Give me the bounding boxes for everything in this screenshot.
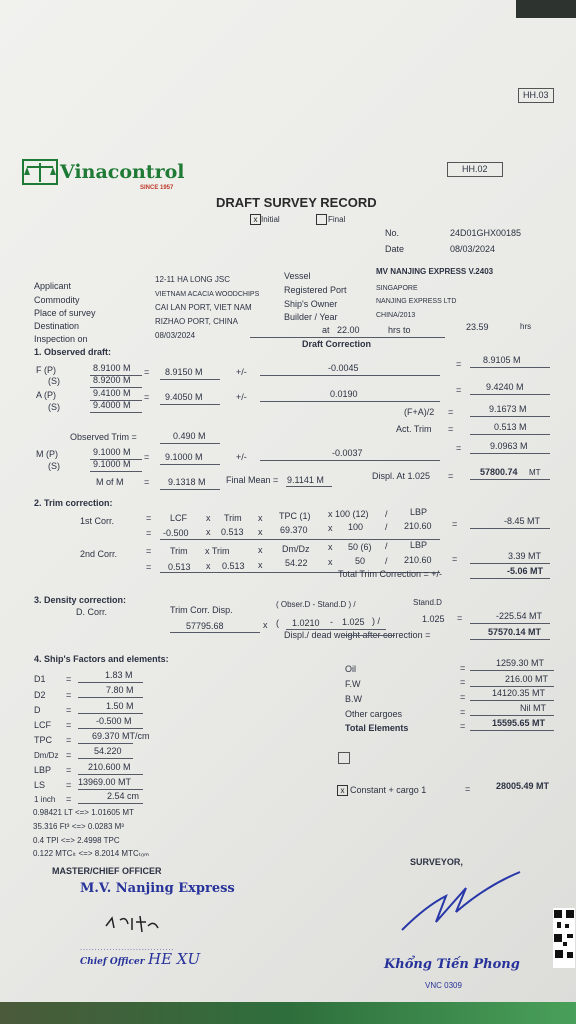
act-trim-value: 0.513 M [494, 422, 527, 432]
mom-label: M of M [96, 477, 124, 487]
total-elements-value: 15595.65 MT [492, 718, 546, 728]
f-average: 8.9150 M [165, 367, 203, 377]
owner-label: Ship's Owner [284, 299, 338, 309]
logo-name: Vinacontrol [60, 161, 185, 183]
second-corr-label: 2nd Corr. [80, 549, 118, 559]
observed-density: 1.0210 [292, 618, 320, 628]
factor-lcf: -0.500 M [96, 716, 132, 726]
first-corr-value: -8.45 MT [504, 516, 541, 526]
fs-value: 8.9200 M [93, 375, 131, 385]
conversion-3: 0.4 TPI <=> 2.4998 TPC [33, 836, 120, 845]
f-correction: -0.0045 [328, 363, 359, 373]
owner-value: NANJING EXPRESS LTD [376, 298, 457, 305]
factor-lbp: 210.600 M [88, 762, 131, 772]
document-page: HH.03 HH.02 Vinacontrol SINCE 1957 DRAFT SURVEY RECORD x Initial Final No. 24D01GHX00185 Date 08/03/2024 Applicant Commodity Place of survey Destination Inspection on 12-11 HA LONG JSC VIETNAM ACACIA WOODCHIPS CAI LAN PORT, VIET NAM RIZHAO PORT, CHINA 08/03/2024 Vessel Registered Port Ship's Owner Builder / Year MV NANJING EXPRESS V.2403 SINGAPORE NANJING EXPRESS LTD CHINA/2013 at 22.00 hrs to 23.59 hrs 1. Observed draft: Draft Correction F (P) (S) 8.9100 M 8.9200 M = 8.9150 M +/- -0.0045 = 8.9105 M A (P) (S) 9.4100 M 9.4000 M = 9.4050 M +/- 0.0190 = 9.4240 M (F+A)/2 = 9.1673 M Act. Trim = 0.513 M Observed Trim = 0.490 M M (P) (S) 9.1000 M 9.1000 M = 9.1000 M +/- -0.0037 = 9.0963 M M of M = 9.1318 M Final Mean = 9.1141 M Displ. At 1.025 = 57800.74 MT 2. Trim correction: 1st Corr. 2nd Corr. = LCF x Trim x TPC (1) x 100 (12) / LBP = -0.500 x 0.513 x 69.370 x 100 / 210.60 = -8.45 MT = Trim x Trim x Dm/Dz x 50 (6) / LBP = 0.513 x 0.513 x 54.22 x 50 / 210.60 = 3.39 MT Total Trim Correction = +/- -5.06 MT 3. Density correction: D. Corr. Trim Corr. Disp. 57795.68 x ( Obser.D - Stand.D ) / Stand.D ( 1.0210 - 1.025 ) / 1.025 = -225.54 MT Displ./ dead weight after correction = 57570.14 MT 4. Ship's Factors and elements: D1 = 1.83 M D2 = 7.80 M D = 1.50 M LCF = -0.500 M TPC = 69.370 MT/cm Dm/Dz = 54.220 LBP = 210.600 M LS = 13969.00 MT 1 inch = 2.54 cm 0.98421 LT <=> 1.01605 MT 35.316 Ft³ <=> 0.0283 M³ 0.4 TPI <=> 2.4998 TPC 0.122 MTCₗₜ <=> 8.2014 MTCₜₒₘ Oil = 1259.30 MT F.W = 216.00 MT B.W = 14120.35 MT Other cargoes = Nil MT Total Elements = 15595.65 MT x Constant + cargo 1 = 28005.49 MT MASTER/CHIEF OFFICER M.V. Nanjing Express ................................ Chief Officer HE XU SURVEYOR, Khổng Tiến Phong VNC 0309 [0, 0, 576, 1024]
total-elements-label: Total Elements [345, 723, 409, 733]
factors-heading: 4. Ship's Factors and elements: [34, 654, 169, 664]
ms-label: (S) [48, 461, 60, 471]
conversion-2: 35.316 Ft³ <=> 0.0283 M³ [33, 822, 124, 831]
vessel-value: MV NANJING EXPRESS V.2403 [376, 267, 494, 276]
m-average: 9.1000 M [165, 452, 203, 462]
conversion-4: 0.122 MTCₗₜ <=> 8.2014 MTCₜₒₘ [33, 849, 150, 858]
factor-inch: 2.54 cm [107, 791, 140, 801]
displ-value: 57800.74 [480, 467, 518, 477]
ap-label: A (P) [36, 390, 57, 400]
factor-d2: 7.80 M [106, 685, 134, 695]
second-corr-value: 3.39 MT [508, 551, 542, 561]
date-value: 08/03/2024 [450, 244, 496, 254]
ship-stamp: M.V. Nanjing Express [80, 881, 235, 896]
commodity-label: Commodity [34, 295, 80, 305]
factor-tpc: 69.370 MT/cm [92, 731, 150, 741]
document-title: DRAFT SURVEY RECORD [216, 195, 377, 210]
builder-label: Builder / Year [284, 312, 338, 322]
m-correction: -0.0037 [332, 448, 363, 458]
surveyor-name: Khổng Tiến Phong [384, 957, 520, 972]
constant-value: 28005.49 MT [496, 781, 550, 791]
place-label: Place of survey [34, 308, 96, 318]
fs-label: (S) [48, 376, 60, 386]
mp-value: 9.1000 M [93, 447, 131, 457]
a-result: 9.4240 M [486, 382, 524, 392]
mp-label: M (P) [36, 449, 58, 459]
after-correction-value: 57570.14 MT [488, 627, 542, 637]
displ-unit: MT [529, 468, 541, 477]
no-value: 24D01GHX00185 [450, 228, 522, 238]
as-value: 9.4000 M [93, 400, 131, 410]
applicant-value: 12-11 HA LONG JSC [155, 275, 230, 284]
form-code-hh02: HH.02 [447, 162, 503, 177]
logo-since: SINCE 1957 [140, 185, 174, 191]
factor-d1: 1.83 M [105, 670, 133, 680]
date-label: Date [385, 244, 405, 254]
fa-label: (F+A)/2 [404, 407, 435, 417]
f-result: 8.9105 M [483, 355, 521, 365]
element-fw: 216.00 MT [505, 674, 549, 684]
commodity-value: VIETNAM ACACIA WOODCHIPS [155, 291, 260, 298]
inspection-label: Inspection on [34, 334, 88, 344]
background-bottom [0, 1002, 576, 1024]
density-corr-value: -225.54 MT [496, 611, 543, 621]
element-other: Nil MT [520, 703, 546, 713]
draft-correction-label: Draft Correction [302, 339, 372, 349]
scale-icon [20, 158, 60, 186]
inspection-value: 08/03/2024 [155, 331, 196, 340]
fp-value: 8.9100 M [93, 363, 131, 373]
trim-heading: 2. Trim correction: [34, 498, 113, 508]
d-corr-label: D. Corr. [76, 607, 108, 617]
fa-value: 9.1673 M [489, 404, 527, 414]
observed-trim-value: 0.490 M [173, 431, 206, 441]
form-code-hh03: HH.03 [518, 88, 554, 103]
conversion-1: 0.98421 LT <=> 1.01605 MT [33, 808, 134, 817]
builder-value: CHINA/2013 [376, 312, 416, 319]
act-trim-label: Act. Trim [396, 424, 432, 434]
port-value: SINGAPORE [376, 285, 418, 292]
constant-checkbox[interactable]: x [337, 785, 348, 796]
as-label: (S) [48, 402, 60, 412]
initial-checkbox[interactable]: x [250, 214, 261, 225]
observed-heading: 1. Observed draft: [34, 347, 112, 357]
displ-label: Displ. At 1.025 [372, 471, 431, 481]
factor-ls: 13969.00 MT [78, 777, 132, 787]
vinacontrol-logo [20, 158, 185, 191]
to-value: 23.59 [466, 322, 489, 332]
density-formula: ( Obser.D - Stand.D ) / [276, 600, 356, 609]
observed-trim-label: Observed Trim = [70, 432, 137, 442]
ms-value: 9.1000 M [93, 459, 131, 469]
place-value: CAI LAN PORT, VIET NAM [155, 303, 252, 312]
final-checkbox[interactable] [316, 214, 327, 225]
final-label: Final [328, 215, 346, 224]
master-label: MASTER/CHIEF OFFICER [52, 866, 162, 876]
applicant-label: Applicant [34, 281, 72, 291]
standard-density: 1.025 [342, 617, 365, 627]
surveyor-code: VNC 0309 [425, 981, 462, 990]
master-signature [102, 912, 162, 941]
total-trim-value: -5.06 MT [507, 566, 544, 576]
mom-value: 9.1318 M [168, 477, 206, 487]
at-label: at [322, 325, 330, 335]
at-value: 22.00 [337, 325, 360, 335]
qr-code [553, 908, 575, 973]
final-mean-label: Final Mean = [226, 475, 279, 485]
a-average: 9.4050 M [165, 392, 203, 402]
chief-officer-label: Chief Officer [80, 957, 145, 967]
trim-corr-disp-label: Trim Corr. Disp. [170, 605, 233, 615]
fp-label: F (P) [36, 365, 56, 375]
after-correction-label: Displ./ dead weight after correction = [284, 630, 431, 640]
stand-d-label: Stand.D [413, 598, 442, 607]
surveyor-signature [396, 866, 526, 941]
density-heading: 3. Density correction: [34, 595, 127, 605]
background-corner [516, 0, 576, 18]
destination-value: RIZHAO PORT, CHINA [155, 317, 238, 326]
a-correction: 0.0190 [330, 389, 358, 399]
factor-dmdz: 54.220 [94, 746, 122, 756]
destination-label: Destination [34, 321, 80, 331]
element-oil: 1259.30 MT [496, 658, 545, 668]
constant-label: Constant + cargo 1 [350, 785, 427, 795]
first-corr-label: 1st Corr. [80, 516, 115, 526]
element-bw: 14120.35 MT [492, 688, 546, 698]
final-mean-value: 9.1141 M [287, 475, 324, 485]
total-trim-label: Total Trim Correction = +/- [338, 569, 443, 579]
surveyor-label: SURVEYOR, [410, 857, 463, 867]
empty-checkbox[interactable] [338, 752, 350, 764]
factor-d: 1.50 M [106, 701, 134, 711]
initial-label: Initial [261, 215, 280, 224]
m-result: 9.0963 M [490, 441, 528, 451]
hrs-label: hrs [520, 322, 532, 331]
port-label: Registered Port [284, 285, 347, 295]
hrs-to-label: hrs to [388, 325, 411, 335]
trim-corr-disp-value: 57795.68 [186, 621, 224, 631]
standard-density-2: 1.025 [422, 614, 445, 624]
chief-officer-signature: HE XU [148, 950, 201, 968]
vessel-label: Vessel [284, 271, 311, 281]
no-label: No. [385, 228, 400, 238]
ap-value: 9.4100 M [93, 388, 131, 398]
